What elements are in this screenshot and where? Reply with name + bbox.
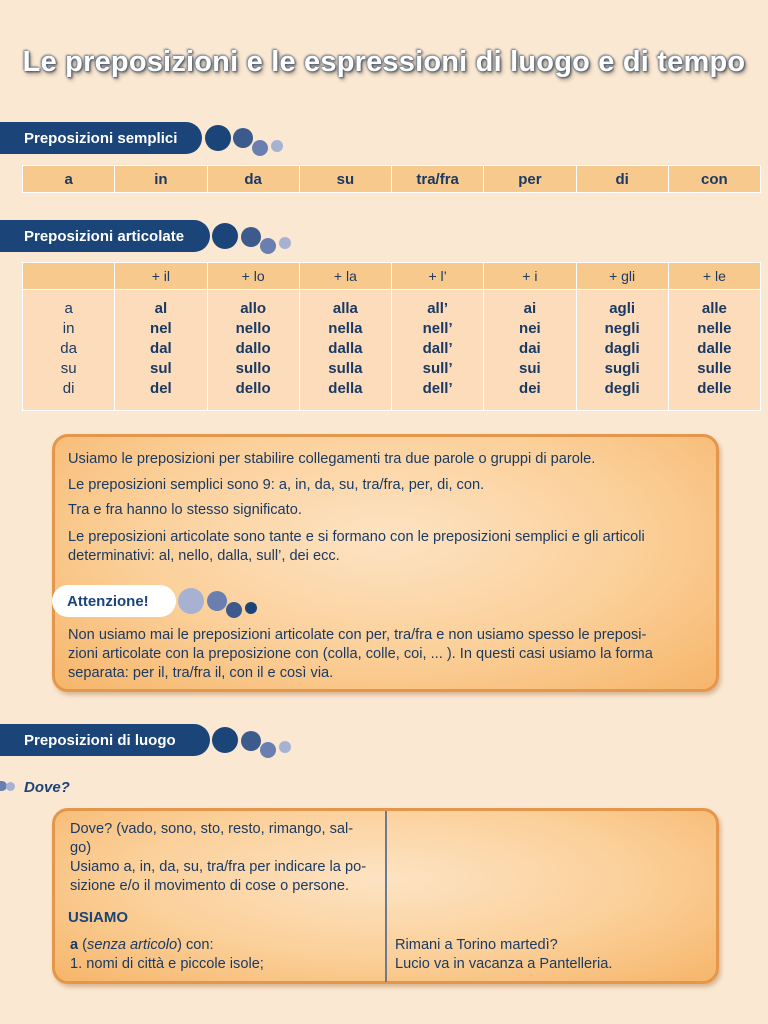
text-line xyxy=(70,936,382,955)
text-line: zioni articolate con la preposizione con (colla, colle, coi, ... ). In questi casi usiamo la forma xyxy=(68,646,653,662)
text-line: go) xyxy=(70,840,92,856)
articulated-preposition: agli xyxy=(609,300,636,317)
decor-dot xyxy=(226,602,242,618)
articulated-preposition: nello xyxy=(235,320,271,337)
articulated-preposition: negli xyxy=(604,320,640,337)
rule-paren: ( xyxy=(78,937,88,953)
base-preposition: di xyxy=(62,380,75,397)
articulated-preposition: sul xyxy=(150,360,172,377)
decor-dot xyxy=(260,238,276,254)
decor-dot xyxy=(212,223,238,249)
table-header-cell xyxy=(23,263,115,290)
articulated-preposition: delle xyxy=(697,380,732,397)
decor-dot xyxy=(260,742,276,758)
decor-dot xyxy=(233,128,253,148)
articulated-preposition: nel xyxy=(150,320,172,337)
section-header-label: Preposizioni semplici xyxy=(24,129,178,147)
rule-preposition: a xyxy=(70,937,79,953)
usage-rule xyxy=(70,936,382,974)
decor-dot xyxy=(178,588,204,614)
decor-dot xyxy=(252,140,268,156)
section-header-luogo xyxy=(0,724,210,756)
base-preposition: su xyxy=(60,360,77,377)
attention-label: Attenzione! xyxy=(67,592,149,610)
articulated-preposition: alla xyxy=(332,300,358,317)
rule-note: senza articolo xyxy=(87,937,178,953)
text-line: Le preposizioni articolate sono tante e si formano con le preposizioni semplici e gli articoli xyxy=(68,529,645,545)
table-cell-base xyxy=(23,290,115,411)
decor-dot xyxy=(207,591,227,611)
table-cell xyxy=(392,290,484,411)
example-line: Rimani a Torino martedì? xyxy=(395,937,558,953)
articulated-preposition: dell’ xyxy=(422,380,453,397)
table-cell xyxy=(576,290,668,411)
articulated-preposition: allo xyxy=(240,300,267,317)
articulated-preposition: dei xyxy=(519,380,541,397)
info-paragraph-1: Usiamo le preposizioni per stabilire collegamenti tra due parole o gruppi di parole. xyxy=(68,451,596,467)
table-cell: di xyxy=(576,166,668,193)
text-line: Usiamo a, in, da, su, tra/fra per indicare la po- xyxy=(70,859,367,875)
articulated-preposition: dello xyxy=(235,380,271,397)
section-header-label: Preposizioni di luogo xyxy=(24,731,176,749)
base-preposition: in xyxy=(62,320,75,337)
info-paragraph-3: Tra e fra hanno lo stesso significato. xyxy=(68,502,302,518)
articulated-preposition: ai xyxy=(523,300,537,317)
decor-dot xyxy=(212,727,238,753)
articulated-preposition: sull’ xyxy=(422,360,453,377)
articulated-preposition: nei xyxy=(519,320,541,337)
decor-dot xyxy=(205,125,231,151)
articulated-preposition: nella xyxy=(328,320,363,337)
table-cell: a xyxy=(23,166,115,193)
text-line: 1. nomi di città e piccole isole; xyxy=(70,956,264,972)
table-cell xyxy=(668,290,760,411)
articulated-preposition: sugli xyxy=(604,360,640,377)
table-cell xyxy=(115,290,207,411)
example-line: Lucio va in vacanza a Pantelleria. xyxy=(395,956,613,972)
articulated-preposition: sullo xyxy=(235,360,271,377)
table-row xyxy=(23,290,761,411)
articulated-preposition: sulla xyxy=(328,360,363,377)
page-title: Le preposizioni e le espressioni di luogo e di tempo xyxy=(22,46,746,78)
table-cell xyxy=(207,290,299,411)
section-header-articolate xyxy=(0,220,210,252)
text-line: separata: per il, tra/fra il, con il e così via. xyxy=(68,665,334,681)
rule-rest: ) con: xyxy=(177,937,214,953)
table-cell: in xyxy=(115,166,207,193)
text-line: sizione e/o il movimento di cose o persone. xyxy=(70,878,350,894)
decor-dot xyxy=(271,140,283,152)
text-line: Dove? (vado, sono, sto, resto, rimango, sal- xyxy=(70,821,354,837)
articulated-preposition: dagli xyxy=(604,340,640,357)
articulated-preposition: all’ xyxy=(427,300,449,317)
decor-dot xyxy=(241,227,261,247)
table-header-row xyxy=(23,263,761,290)
articulated-prepositions-table xyxy=(22,262,761,411)
usiamo-heading: USIAMO xyxy=(68,909,128,926)
articulated-preposition: sui xyxy=(519,360,541,377)
table-row xyxy=(23,166,761,193)
articulated-preposition: dallo xyxy=(235,340,271,357)
articulated-preposition: della xyxy=(328,380,363,397)
articulated-preposition: nell’ xyxy=(422,320,453,337)
examples xyxy=(395,936,715,974)
table-cell: per xyxy=(484,166,576,193)
table-header-cell: + lo xyxy=(207,263,299,290)
decor-dot xyxy=(241,731,261,751)
table-cell xyxy=(484,290,576,411)
table-header-cell: + le xyxy=(668,263,760,290)
table-header-cell: + il xyxy=(115,263,207,290)
info-paragraph-4 xyxy=(68,528,708,566)
articulated-preposition: dalle xyxy=(697,340,732,357)
column-divider xyxy=(385,811,387,982)
articulated-preposition: dai xyxy=(519,340,541,357)
table-header-cell: + gli xyxy=(576,263,668,290)
decor-dot xyxy=(279,741,291,753)
info-paragraph-2: Le preposizioni semplici sono 9: a, in, da, su, tra/fra, per, di, con. xyxy=(68,477,485,493)
decor-dot xyxy=(245,602,257,614)
articulated-preposition: dal xyxy=(150,340,172,357)
subsection-title: Dove? xyxy=(24,779,70,796)
articulated-preposition: del xyxy=(150,380,172,397)
bullet-dot xyxy=(6,782,15,791)
table-cell xyxy=(299,290,391,411)
articulated-preposition: degli xyxy=(604,380,640,397)
text-line: determinativi: al, nello, dalla, sull’, dei ecc. xyxy=(68,548,340,564)
base-preposition: a xyxy=(64,300,73,317)
section-header-label: Preposizioni articolate xyxy=(24,227,185,245)
articulated-preposition: dalla xyxy=(328,340,363,357)
text-line: Non usiamo mai le preposizioni articolate con per, tra/fra e non usiamo spesso le preposi- xyxy=(68,627,647,643)
section-header-semplici xyxy=(0,122,202,154)
articulated-preposition: al xyxy=(154,300,168,317)
table-cell: su xyxy=(299,166,391,193)
dove-description xyxy=(70,820,382,896)
table-cell: con xyxy=(668,166,760,193)
base-preposition: da xyxy=(60,340,77,357)
attention-badge xyxy=(52,585,176,617)
articulated-preposition: nelle xyxy=(697,320,732,337)
table-header-cell: + la xyxy=(299,263,391,290)
articulated-preposition: sulle xyxy=(697,360,732,377)
table-cell: da xyxy=(207,166,299,193)
table-cell: tra/fra xyxy=(392,166,484,193)
warning-paragraph xyxy=(68,626,708,683)
articulated-preposition: dall’ xyxy=(422,340,453,357)
articulated-preposition: alle xyxy=(701,300,727,317)
table-header-cell: + l’ xyxy=(392,263,484,290)
simple-prepositions-table xyxy=(22,165,761,193)
table-header-cell: + i xyxy=(484,263,576,290)
decor-dot xyxy=(279,237,291,249)
